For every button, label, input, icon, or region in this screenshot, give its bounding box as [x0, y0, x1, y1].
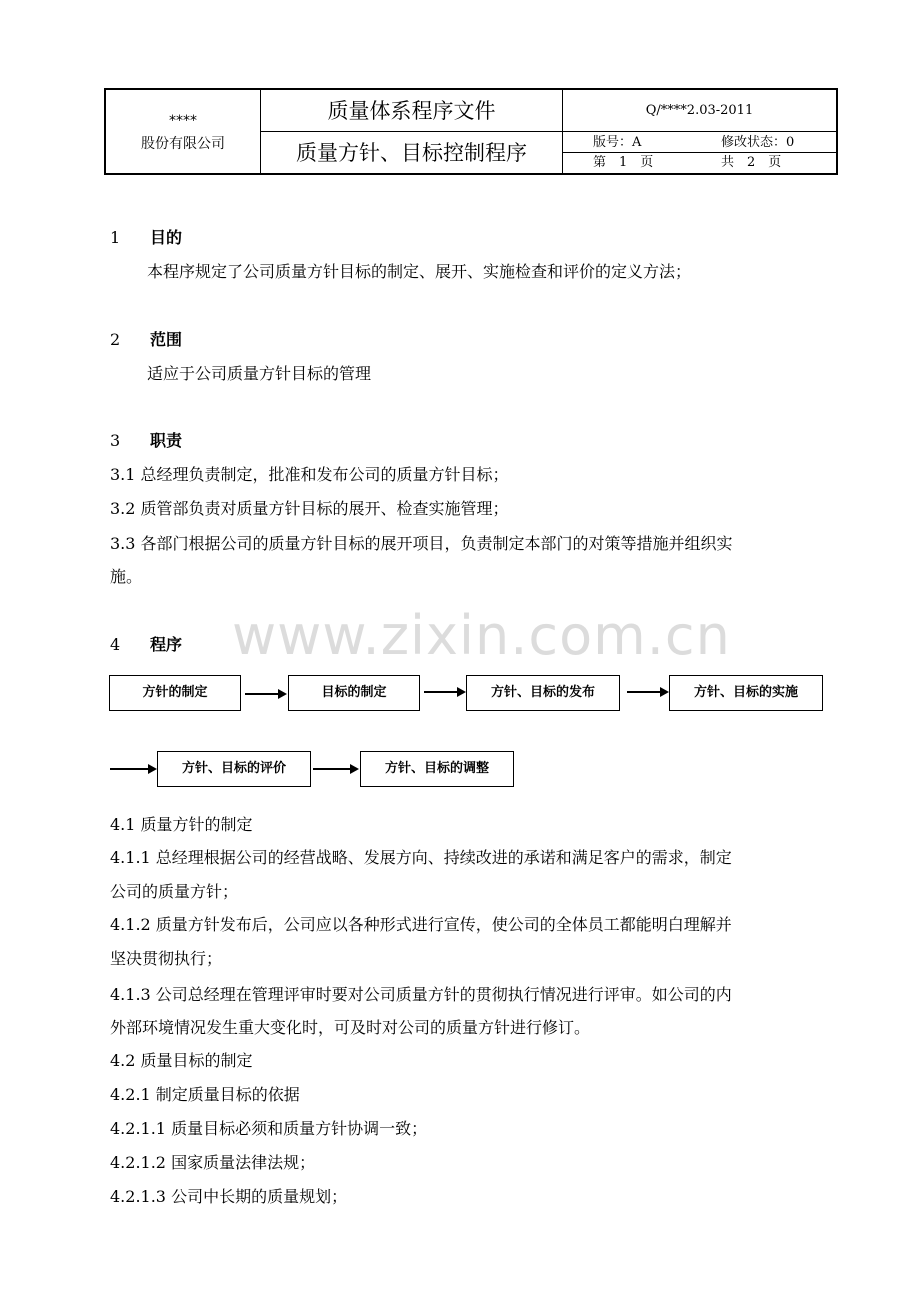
- company-cell: [106, 90, 261, 173]
- heading-4-1: 4.1 质量方针的制定: [110, 815, 253, 834]
- section-heading-4: [110, 635, 182, 655]
- section-2-text: 适应于公司质量方针目标的管理: [147, 364, 372, 383]
- section-number: 2: [110, 330, 121, 349]
- document-header-table: [104, 88, 838, 175]
- flow-box-objective-formulation: 目标的制定: [288, 675, 420, 711]
- flow-arrow: [313, 768, 357, 770]
- paragraph-3-2: 3.2 质管部负责对质量方针目标的展开、检查实施管理；: [110, 499, 509, 518]
- item-4-2-1-3: 4.2.1.3 公司中长期的质量规划；: [110, 1187, 348, 1206]
- flow-arrow: [627, 691, 667, 693]
- item-4-2-1-2: 4.2.1.2 国家质量法律法规；: [110, 1153, 316, 1172]
- doc-type: 质量体系程序文件: [261, 90, 563, 132]
- total-pages-label: 共 2 页: [721, 155, 782, 170]
- paragraph-3-1: 3.1 总经理负责制定，批准和发布公司的质量方针目标；: [110, 465, 509, 484]
- heading-4-2: 4.2 质量目标的制定: [110, 1051, 253, 1070]
- flow-box-evaluation: 方针、目标的评价: [157, 751, 311, 787]
- item-4-2-1-1: 4.2.1.1 质量目标必须和质量方针协调一致；: [110, 1119, 428, 1138]
- section-heading-3: [110, 431, 182, 451]
- version-label: 版号：A: [593, 135, 642, 150]
- page-row: [563, 153, 836, 175]
- doc-title: 质量方针、目标控制程序: [261, 132, 563, 175]
- paragraph-4-1-2-line1: 4.1.2 质量方针发布后，公司应以各种形式进行宣传，使公司的全体员工都能明白理解并: [110, 915, 732, 934]
- section-heading-2: [110, 330, 182, 350]
- watermark: www.zixin.com.cn: [232, 604, 731, 667]
- paragraph-4-1-2-line2: 坚决贯彻执行；: [110, 949, 223, 968]
- version-row: [563, 132, 836, 153]
- paragraph-4-1-3-line2: 外部环境情况发生重大变化时，可及时对公司的质量方针进行修订。: [110, 1018, 591, 1037]
- section-number: 1: [110, 228, 121, 247]
- section-title: 目的: [150, 228, 183, 247]
- flow-box-publication: 方针、目标的发布: [466, 675, 620, 711]
- section-1-text: 本程序规定了公司质量方针目标的制定、展开、实施检查和评价的定义方法；: [147, 262, 692, 281]
- revision-label: 修改状态：0: [721, 135, 795, 150]
- section-heading-1: [110, 228, 182, 248]
- section-number: 3: [110, 431, 121, 450]
- company-mark: ****: [169, 113, 197, 129]
- section-number: 4: [110, 635, 121, 654]
- section-title: 程序: [150, 635, 183, 654]
- section-title: 职责: [150, 431, 183, 450]
- paragraph-3-3-line2: 施。: [110, 567, 143, 586]
- paragraph-4-1-3-line1: 4.1.3 公司总经理在管理评审时要对公司质量方针的贯彻执行情况进行评审。如公司的内: [110, 985, 732, 1004]
- flow-arrow: [110, 768, 155, 770]
- flow-box-policy-formulation: 方针的制定: [109, 675, 241, 711]
- flow-arrow: [245, 693, 285, 695]
- flow-arrow: [424, 691, 464, 693]
- doc-code: Q/****2.03-2011: [563, 90, 836, 132]
- paragraph-4-1-1-line2: 公司的质量方针；: [110, 882, 239, 901]
- paragraph-4-1-1-line1: 4.1.1 总经理根据公司的经营战略、发展方向、持续改进的承诺和满足客户的需求，制定: [110, 848, 732, 867]
- flow-box-implementation: 方针、目标的实施: [669, 675, 823, 711]
- heading-4-2-1: 4.2.1 制定质量目标的依据: [110, 1085, 300, 1104]
- company-name: 股份有限公司: [141, 136, 225, 152]
- section-title: 范围: [150, 330, 183, 349]
- page-label: 第 1 页: [593, 155, 654, 170]
- paragraph-3-3-line1: 3.3 各部门根据公司的质量方针目标的展开项目，负责制定本部门的对策等措施并组织实: [110, 534, 733, 553]
- flow-box-adjustment: 方针、目标的调整: [360, 751, 514, 787]
